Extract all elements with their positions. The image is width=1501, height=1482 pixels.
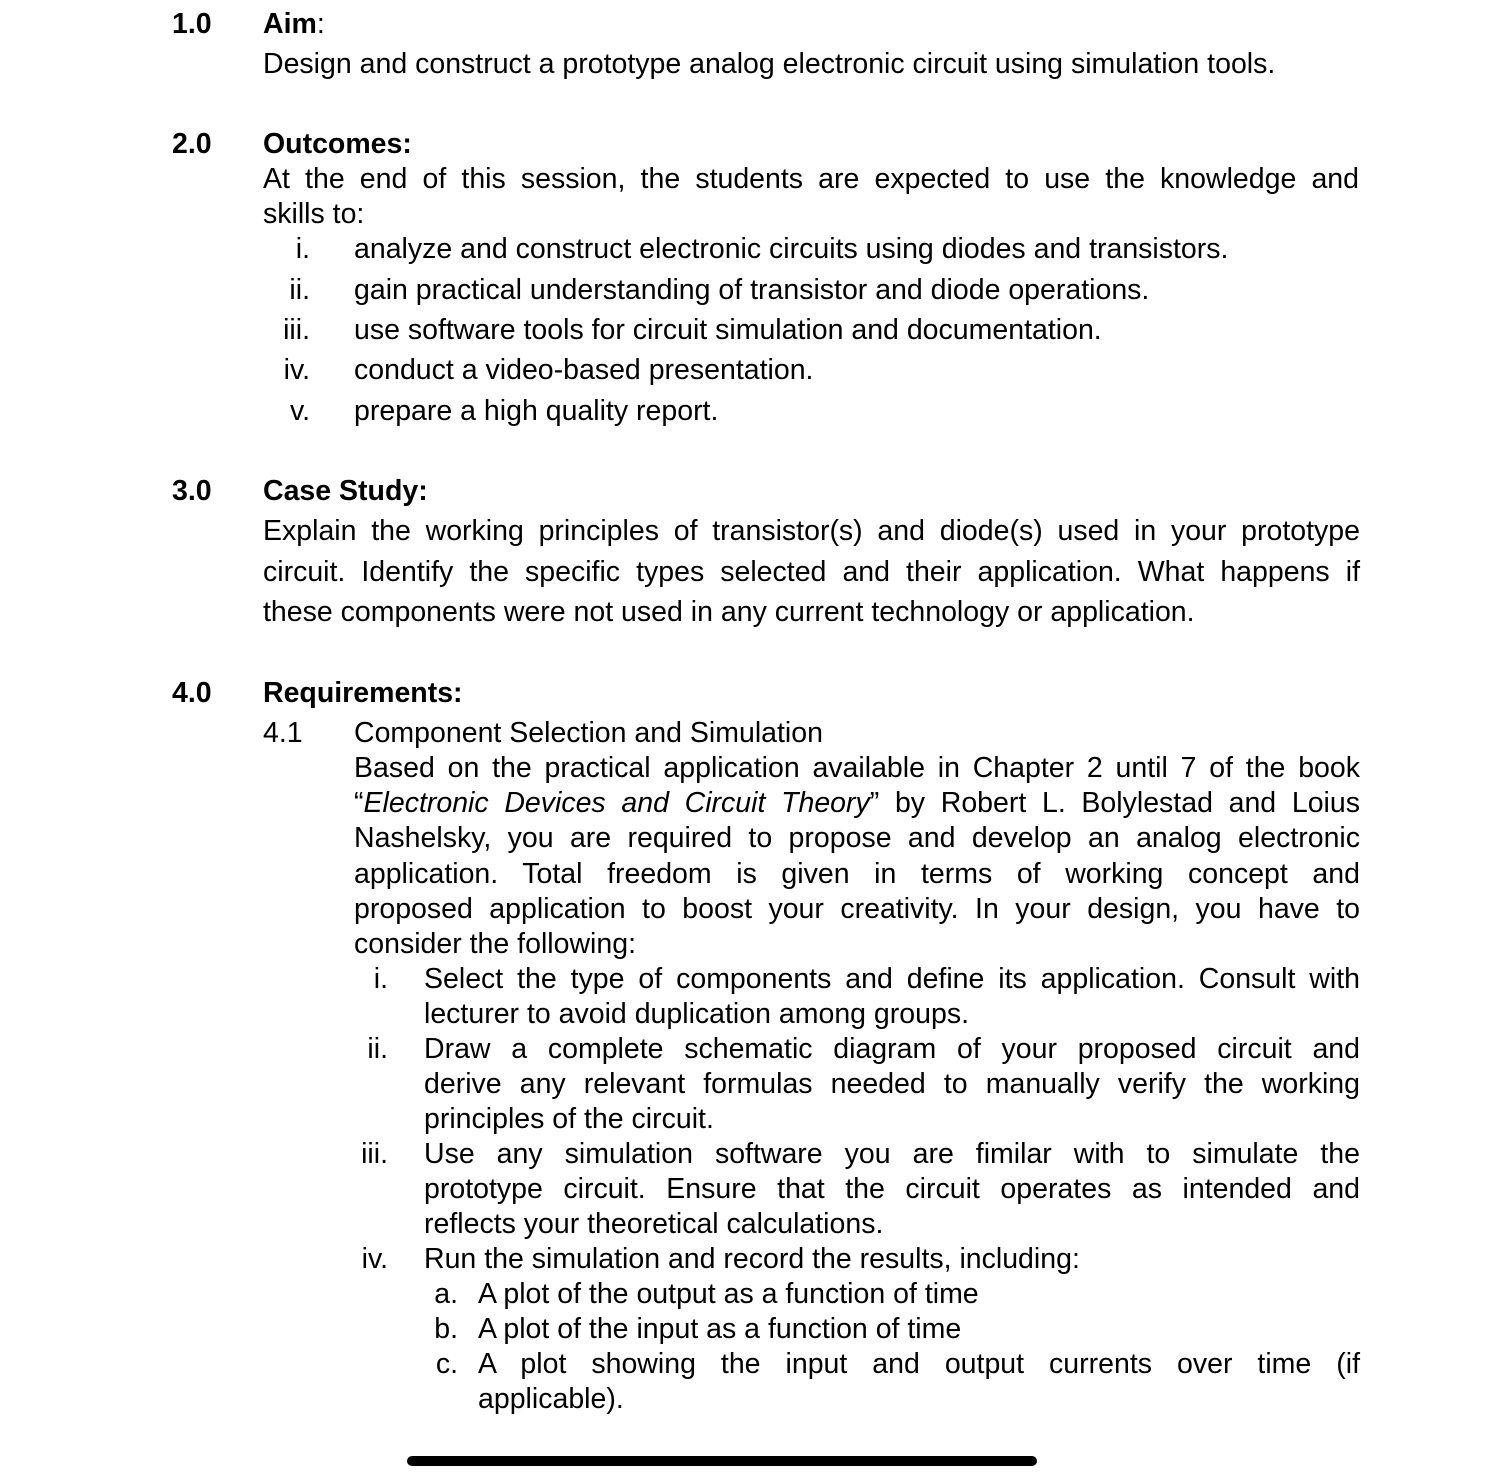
case-study-line: these components were not used in any current technology or application. [263, 596, 1195, 628]
requirement-item-line: Draw a complete schematic diagram of your proposed circuit and [424, 1033, 1360, 1065]
section-number-aim: 1.0 [172, 8, 212, 40]
requirement-item-line: prototype circuit. Ensure that the circuit operates as intended and [424, 1173, 1360, 1205]
subitem-marker: b. [434, 1313, 458, 1345]
outcome-marker: v. [289, 395, 310, 427]
requirements-paragraph-line: Based on the practical application available in Chapter 2 until 7 of the book [354, 752, 1360, 784]
requirement-marker: i. [373, 963, 388, 995]
requirement-item-line: Run the simulation and record the results, including: [424, 1243, 1080, 1275]
requirement-item-line: lecturer to avoid duplication among groups. [424, 998, 969, 1030]
section-heading-outcomes: Outcomes: [263, 128, 412, 160]
case-study-line: circuit. Identify the specific types selected and their application. What happens if [263, 556, 1360, 588]
book-authors: ” by Robert L. Bolylestad and Loius [869, 787, 1360, 819]
outcome-item: analyze and construct electronic circuits using diodes and transistors. [354, 233, 1229, 265]
home-indicator-bar[interactable] [407, 1456, 1037, 1466]
subitem-marker: c. [435, 1348, 458, 1380]
requirements-paragraph-line: proposed application to boost your creativity. In your design, you have to [354, 893, 1360, 925]
section-heading-case-study: Case Study: [263, 475, 428, 507]
outcomes-intro-line-1: At the end of this session, the students are expected to use the knowledge and [263, 163, 1359, 195]
subsection-number: 4.1 [263, 717, 303, 749]
subitem-marker: a. [434, 1278, 458, 1310]
requirements-paragraph-line [354, 789, 1360, 818]
requirement-item-line: principles of the circuit. [424, 1103, 714, 1135]
section-heading-aim [263, 10, 325, 39]
outcome-marker: iv. [283, 354, 310, 386]
requirement-item-line: reflects your theoretical calculations. [424, 1208, 884, 1240]
requirement-item-line: Use any simulation software you are fimilar with to simulate the [424, 1138, 1360, 1170]
outcomes-intro-line-2: skills to: [263, 198, 365, 230]
outcome-item: prepare a high quality report. [354, 395, 719, 427]
subitem-line: A plot showing the input and output currents over time (if [478, 1348, 1360, 1380]
case-study-line: Explain the working principles of transistor(s) and diode(s) used in your prototype [263, 515, 1360, 547]
outcome-item: use software tools for circuit simulation and documentation. [354, 314, 1102, 346]
outcome-marker: iii. [283, 314, 310, 346]
requirement-marker: ii. [367, 1033, 388, 1065]
requirements-paragraph-line: Nashelsky, you are required to propose and develop an analog electronic [354, 822, 1360, 854]
subitem-line: applicable). [478, 1383, 624, 1415]
outcome-item: gain practical understanding of transistor and diode operations. [354, 274, 1150, 306]
section-number-requirements: 4.0 [172, 677, 212, 709]
requirements-paragraph-line: consider the following: [354, 928, 636, 960]
outcome-marker: i. [295, 233, 310, 265]
section-number-case-study: 3.0 [172, 475, 212, 507]
open-quote: “ [354, 787, 364, 819]
aim-body: Design and construct a prototype analog electronic circuit using simulation tools. [263, 48, 1276, 80]
section-heading-requirements: Requirements: [263, 677, 463, 709]
book-title: Electronic Devices and Circuit Theory [363, 787, 870, 819]
subsection-title: Component Selection and Simulation [354, 717, 823, 749]
outcome-item: conduct a video-based presentation. [354, 354, 814, 386]
section-number-outcomes: 2.0 [172, 128, 212, 160]
requirement-item-line: derive any relevant formulas needed to manually verify the working [424, 1068, 1360, 1100]
aim-heading-text: Aim [263, 8, 317, 40]
outcome-marker: ii. [289, 274, 310, 306]
requirements-paragraph-line: application. Total freedom is given in terms of working concept and [354, 858, 1360, 890]
subitem-line: A plot of the input as a function of time [478, 1313, 962, 1345]
requirement-marker: iii. [361, 1138, 388, 1170]
aim-heading-colon: : [316, 8, 325, 40]
requirement-item-line: Select the type of components and define its application. Consult with [424, 963, 1360, 995]
requirement-marker: iv. [361, 1243, 388, 1275]
subitem-line: A plot of the output as a function of time [478, 1278, 979, 1310]
